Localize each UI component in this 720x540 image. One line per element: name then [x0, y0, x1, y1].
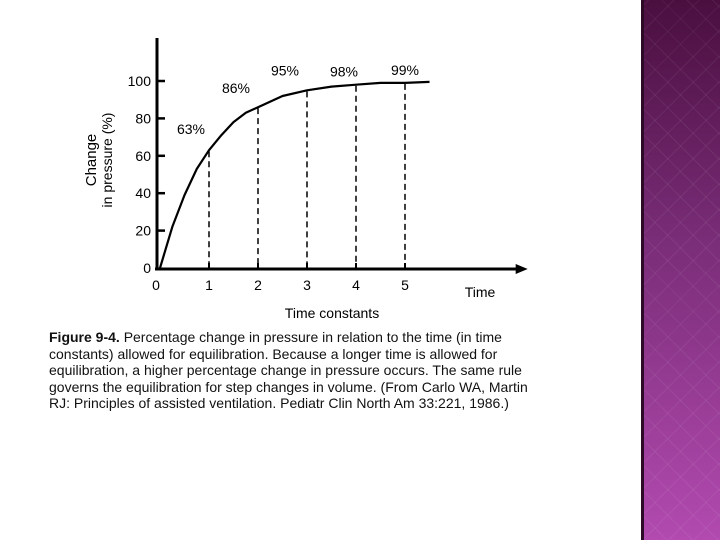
y-tick-label: 0 [143, 260, 151, 276]
y-tick-label: 20 [135, 222, 151, 239]
y-tick-label: 100 [127, 73, 151, 89]
y-axis-title-line1: Change [83, 133, 100, 187]
figure-label: Figure 9-4. [49, 329, 120, 345]
guide-lines-layer [209, 84, 405, 266]
x-axis-end-label: Time [464, 284, 496, 300]
y-tick-label: 60 [135, 147, 151, 164]
x-tick-label: 0 [152, 277, 160, 293]
diamond-pattern [641, 0, 720, 540]
x-axis-arrowhead [516, 264, 528, 274]
y-axis-title-line2: in pressure (%) [99, 112, 115, 208]
x-tick-label: 1 [205, 277, 213, 293]
data-label: 99% [390, 61, 420, 78]
figure-caption-text: Percentage change in pressure in relation to the time (in time constants) allowed for equilibration. Because a longer time is allowed for equilibration, a higher percentage change in pressure occurs. The same rule governs the equilibration for step changes in volume. (From Carlo WA, Martin RJ: Principles of assisted ventilation. Pediatr Clin North Am 33:221, 1986.) [49, 329, 528, 411]
curve-layer [160, 82, 430, 268]
y-tick-label: 80 [135, 110, 151, 127]
figure-caption [49, 329, 549, 412]
pressure-curve [160, 82, 430, 268]
x-tick-label: 5 [401, 277, 409, 293]
x-tick-label: 4 [352, 277, 360, 293]
x-axis-title: Time constants [284, 305, 380, 321]
data-label: 98% [329, 63, 359, 80]
data-label: 95% [270, 62, 300, 79]
side-panel-edge [641, 0, 644, 540]
data-label: 86% [221, 80, 251, 97]
x-tick-label: 2 [254, 277, 262, 293]
ticks-layer [128, 73, 409, 293]
decorative-side-panel [641, 0, 720, 540]
x-tick-label: 3 [303, 277, 311, 293]
data-label: 63% [176, 121, 206, 138]
y-tick-label: 40 [135, 185, 151, 202]
